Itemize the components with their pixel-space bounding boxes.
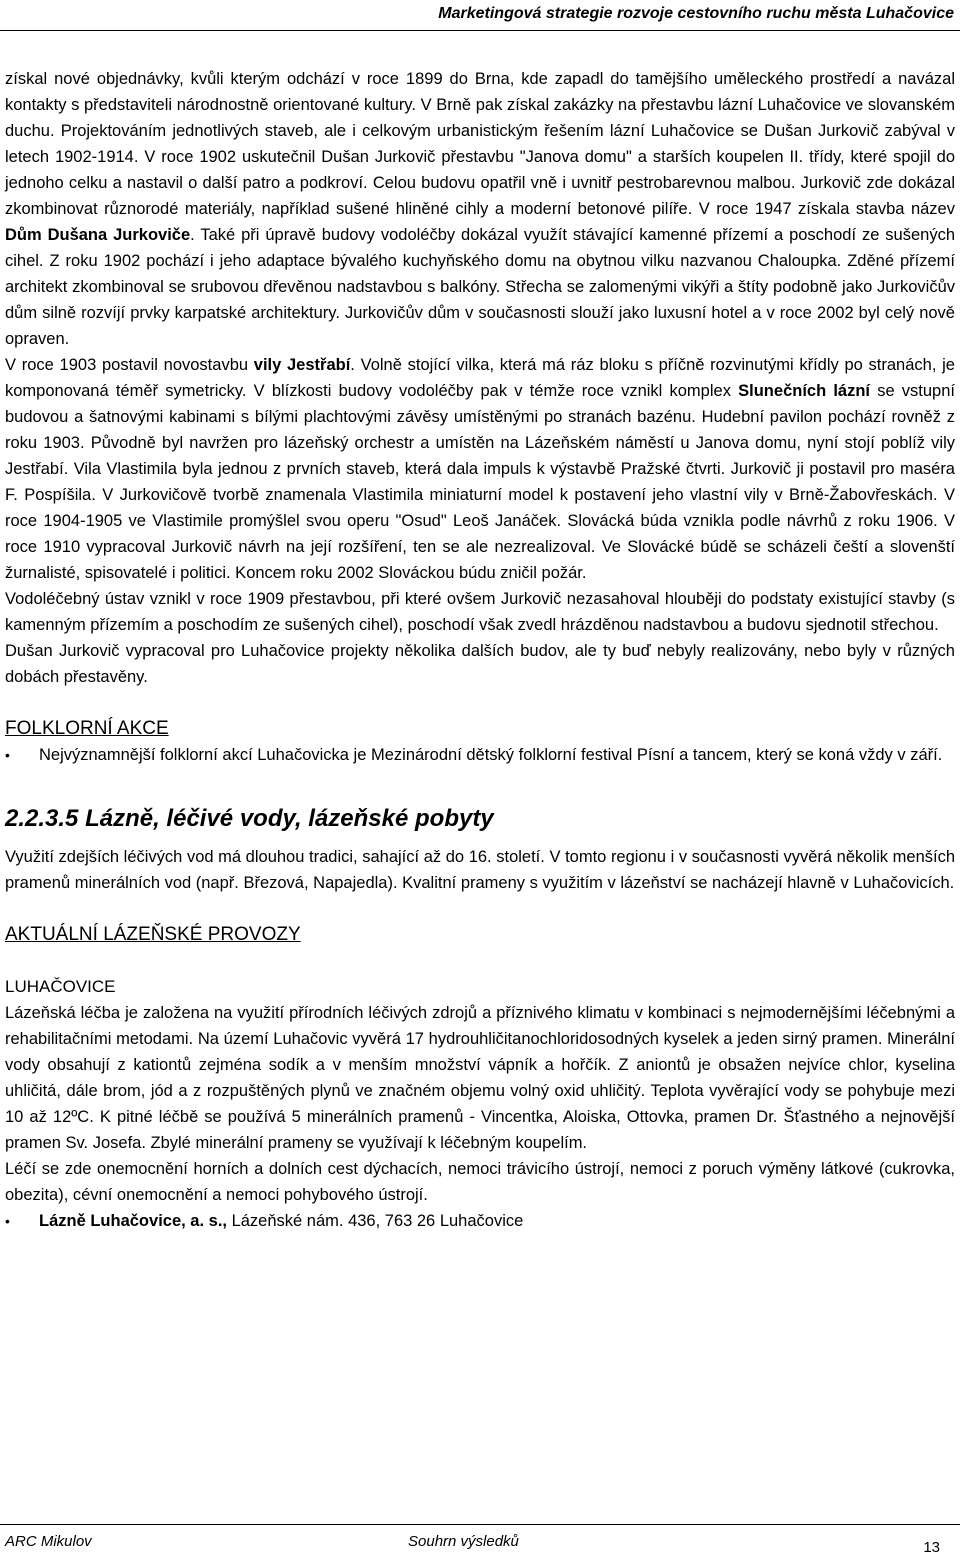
paragraph-text: . Volně stojící vilka, která má ráz bloku s příčně rozvinutými křídly po stranách, je komponovaná téměř symetricky. V blízkosti budovy vodoléčby pak v témže roce vznikl komplex — [5, 356, 955, 400]
list-item-text: Lázeňské nám. 436, 763 26 Luhačovice — [227, 1212, 524, 1230]
footer-organization: ARC Mikulov — [5, 1533, 92, 1550]
paragraph-dalsi-projekty: Dušan Jurkovič vypracoval pro Luhačovice projekty několika dalších budov, ale ty buď nebyly realizovány, nebo byly v různých dobách přestavěny. — [5, 642, 955, 686]
bold-lazne-luhacovice: Lázně Luhačovice, a. s., — [39, 1212, 227, 1230]
section-title: Lázně, léčivé vody, lázeňské pobyty — [85, 805, 494, 832]
page-footer — [0, 1522, 960, 1561]
footer-chapter: Souhrn výsledků — [408, 1533, 519, 1550]
page-header — [0, 0, 960, 34]
header-divider — [0, 30, 960, 31]
bullet-icon: • — [5, 747, 10, 763]
footer-divider — [0, 1524, 960, 1525]
heading-aktualni-provozy: AKTUÁLNÍ LÁZEŇSKÉ PROVOZY — [5, 924, 301, 945]
paragraph-lazenska-lecba: Lázeňská léčba je založena na využití přírodních léčivých zdrojů a příznivého klimatu v kombinaci s nejmodernějšími léčebnými a rehabilitačními metodami. Na území Luhačovic vyvěrá 17 hydrouhličitanochloridosodných kyselek a jeden sirný pramen. Minerální vody obsahují z kationtů zejména sodík a v menším množství vápník a hořčík. Z aniontů je obsažen nejvíce chlor, kyselina uhličitá, dále brom, jód a z rozpuštěných plynů ve značném objemu volný oxid uhličitý. Teplota vyvěrající vody se pohybuje mezi 10 až 12ºC. K pitné léčbě se používá 5 minerálních pramenů - Vincentka, Aloiska, Ottovka, pramen Dr. Šťastného a nejnovější pramen Sv. Josefa. Zbylé minerální prameny se využívají k léčebným koupelím. — [5, 1004, 955, 1152]
page-content — [5, 66, 955, 1234]
paragraph-indikace: Léčí se zde onemocnění horních a dolních cest dýchacích, nemoci trávicího ústrojí, nemoci z poruch výměny látkové (cukrovka, obezita), cévní onemocnění a nemoci pohybového ústrojí. — [5, 1160, 955, 1204]
paragraph-lecive-vody: Využití zdejších léčivých vod má dlouhou tradici, sahající až do 16. století. V tomto regionu i v současnosti vyvěrá několik menších pramenů minerálních vod (např. Březová, Napajedla). Kvalitní prameny s využitím v lázeňství se nacházejí hlavně v Luhačovicích. — [5, 848, 955, 892]
page-number: 13 — [923, 1539, 940, 1556]
paragraph-vila-jestrabi — [5, 352, 955, 586]
section-heading — [5, 804, 955, 834]
list-item-folklor-festival — [5, 742, 955, 768]
paragraph-text: se vstupní budovou a šatnovými kabinami s bílými plachtovými závěsy umístěnými po stranách bazénu. Hudební pavilon pochází rovněž z roku 1903. Původně byl navržen pro lázeňský orchestr a umístěn na Lázeňském náměstí u Janova domu, nyní stojí poblíž vily Jestřabí. Vila Vlastimila byla jednou z prvních staveb, která dala impuls k výstavbě Pražské čtvrti. Jurkovič ji postavil pro maséra F. Pospíšila. V Jurkovičově tvorbě znamenala Vlastimila miniaturní model k postavení jeho vlastní vily v Brně-Žabovřeskách. V roce 1904-1905 ve Vlastimile promýšlel svou operu "Osud" Leoš Janáček. Slovácká búda vznikla podle návrhů z roku 1906. V roce 1910 vypracoval Jurkovič návrh na její rozšíření, ten se ale nezrealizoval. Ve Slovácké búdě se scházeli čeští a slovenští žurnalisté, spisovatelé i politici. Koncem roku 2002 Slováckou búdu zničil požár. — [5, 382, 955, 582]
bold-vila-jestrabi: vily Jestřabí — [253, 356, 351, 374]
bullet-icon: • — [5, 1213, 10, 1229]
paragraph-text: V roce 1903 postavil novostavbu — [5, 356, 254, 374]
heading-folklorni-akce: FOLKLORNÍ AKCE — [5, 718, 169, 739]
paragraph-vodolecebny-ustav: Vodoléčebný ústav vznikl v roce 1909 přestavbou, při které ovšem Jurkovič nezasahoval hlouběji do podstaty existující stavby (s kamenným přízemím a poschodím ze sušených cihel), poschodí však zvedl hrázděnou nadstavbou a budovu sjednotil střechou. — [5, 590, 955, 634]
paragraph-text: . Také při úpravě budovy vodoléčby dokázal využít stávající kamenné přízemí a poschodí ze sušených cihel. Z roku 1902 pochází i jeho adaptace bývalého kuchyňského domu na obytnou vilku nazvanou Chaloupka. Zděné přízemí architekt zkombinoval se srubovou dřevěnou nadstavbou s balkóny. Střecha se zalomenými vikýři a štíty podobně jako Jurkovičův dům silně rozvíjí prvky karpatské architektury. Jurkovičův dům v současnosti slouží jako luxusní hotel a v roce 2002 byl celý nově opraven. — [5, 226, 955, 348]
paragraph-text: získal nové objednávky, kvůli kterým odchází v roce 1899 do Brna, kde zapadl do tamějšího uměleckého prostředí a navázal kontakty s představiteli národnostně orientované kultury. V Brně pak získal zakázky na přestavbu lázní Luhačovice ve slovanském duchu. Projektováním jednotlivých staveb, ale i celkovým urbanistickým řešením lázní Luhačovice se Dušan Jurkovič zabýval v letech 1902-1914. V roce 1902 uskutečnil Dušan Jurkovič přestavbu "Janova domu" a starších koupelen II. třídy, které spojil do jednoho celku a nastavil o další patro a podkroví. Celou budovu opatřil vně i uvnitř pestrobarevnou malbou. Jurkovič zde dokázal zkombinovat různorodé materiály, například sušené hliněné cihly a moderní betonové pilíře. V roce 1947 získala stavba název — [5, 70, 955, 218]
subheading-luhacovice: LUHAČOVICE — [5, 977, 116, 996]
list-item-text: Nejvýznamnější folklorní akcí Luhačovicka je Mezinárodní dětský folklorní festival Písní a tancem, který se koná vždy v září. — [39, 746, 943, 764]
section-number: 2.2.3.5 — [5, 805, 79, 832]
paragraph-jurkovic-intro — [5, 66, 955, 352]
bold-slunecni-lazne: Slunečních lázní — [738, 382, 871, 400]
list-item-lazne-luhacovice — [5, 1208, 955, 1234]
header-title: Marketingová strategie rozvoje cestovního ruchu města Luhačovice — [438, 5, 954, 22]
bold-dum-dusana-jurkovice: Dům Dušana Jurkoviče — [5, 226, 191, 244]
